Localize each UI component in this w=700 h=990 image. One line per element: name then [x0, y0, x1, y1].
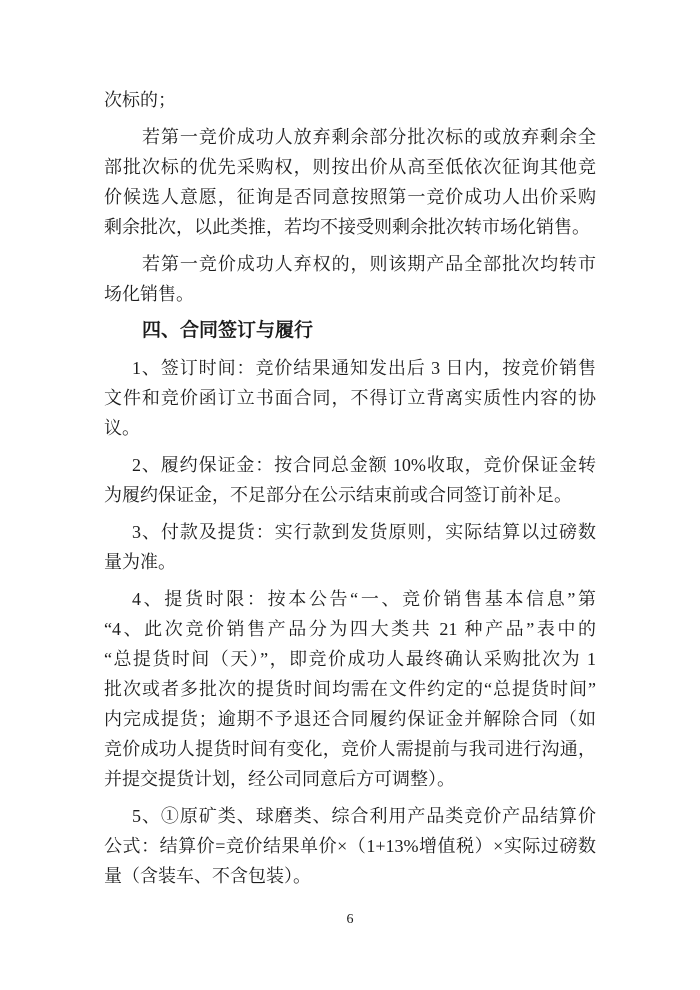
text-line: 量（含装车、不含包装）。 — [104, 866, 311, 886]
text-line: 剩余批次，以此类推，若均不接受则剩余批次转市场化销售。 — [104, 217, 590, 237]
section-heading — [104, 316, 596, 346]
text-line: 5、①原矿类、球磨类、综合利用产品类竞价产品结算价 — [132, 806, 596, 826]
text-line: “4、此次竞价销售产品分为四大类共 21 种产品”表中的 — [104, 619, 596, 639]
page-number: 6 — [346, 912, 354, 927]
paragraph — [104, 517, 596, 577]
text-line: 3、付款及提货：实行款到发货原则，实际结算以过磅数 — [132, 522, 596, 542]
text-line: 内完成提货；逾期不予退还合同履约保证金并解除合同（如 — [104, 709, 596, 729]
text-line: 为履约保证金，不足部分在公示结束前或合同签订前补足。 — [104, 485, 572, 505]
paragraph — [104, 584, 596, 794]
text-line: 2、履约保证金：按合同总金额 10%收取，竞价保证金转 — [132, 455, 596, 475]
text-line: 若第一竞价成功人弃权的，则该期产品全部批次均转市 — [142, 254, 596, 274]
text-line: 四、合同签订与履行 — [142, 320, 314, 341]
text-line: 4、提货时限：按本公告“一、竞价销售基本信息”第 — [132, 589, 596, 609]
paragraph — [104, 801, 596, 891]
text-line: “总提货时间（天）”，即竞价成功人最终确认采购批次为 1 — [104, 649, 596, 669]
text-line: 价候选人意愿，征询是否同意按照第一竞价成功人出价采购 — [104, 187, 596, 207]
text-line: 若第一竞价成功人放弃剩余部分批次标的或放弃剩余全 — [142, 127, 596, 147]
paragraph — [104, 249, 596, 309]
paragraph — [104, 353, 596, 443]
text-line: 1、签订时间：竞价结果通知发出后 3 日内，按竞价销售 — [132, 358, 596, 378]
text-line: 量为准。 — [104, 552, 176, 572]
text-line: 部批次标的优先采购权，则按出价从高至低依次征询其他竞 — [104, 157, 596, 177]
text-line: 次标的； — [104, 90, 176, 110]
paragraph — [104, 450, 596, 510]
page-content — [104, 85, 596, 891]
text-line: 文件和竞价函订立书面合同，不得订立背离实质性内容的协 — [104, 388, 596, 408]
text-line: 议。 — [104, 418, 140, 438]
paragraph — [104, 122, 596, 242]
text-line: 批次或者多批次的提货时间均需在文件约定的“总提货时间” — [104, 679, 596, 699]
text-line: 并提交提货计划，经公司同意后方可调整）。 — [104, 769, 455, 789]
text-line: 场化销售。 — [104, 284, 194, 304]
text-line: 竞价成功人提货时间有变化，竞价人需提前与我司进行沟通， — [104, 739, 596, 759]
paragraph — [104, 85, 596, 115]
text-line: 公式：结算价=竞价结果单价×（1+13%增值税）×实际过磅数 — [104, 836, 596, 856]
